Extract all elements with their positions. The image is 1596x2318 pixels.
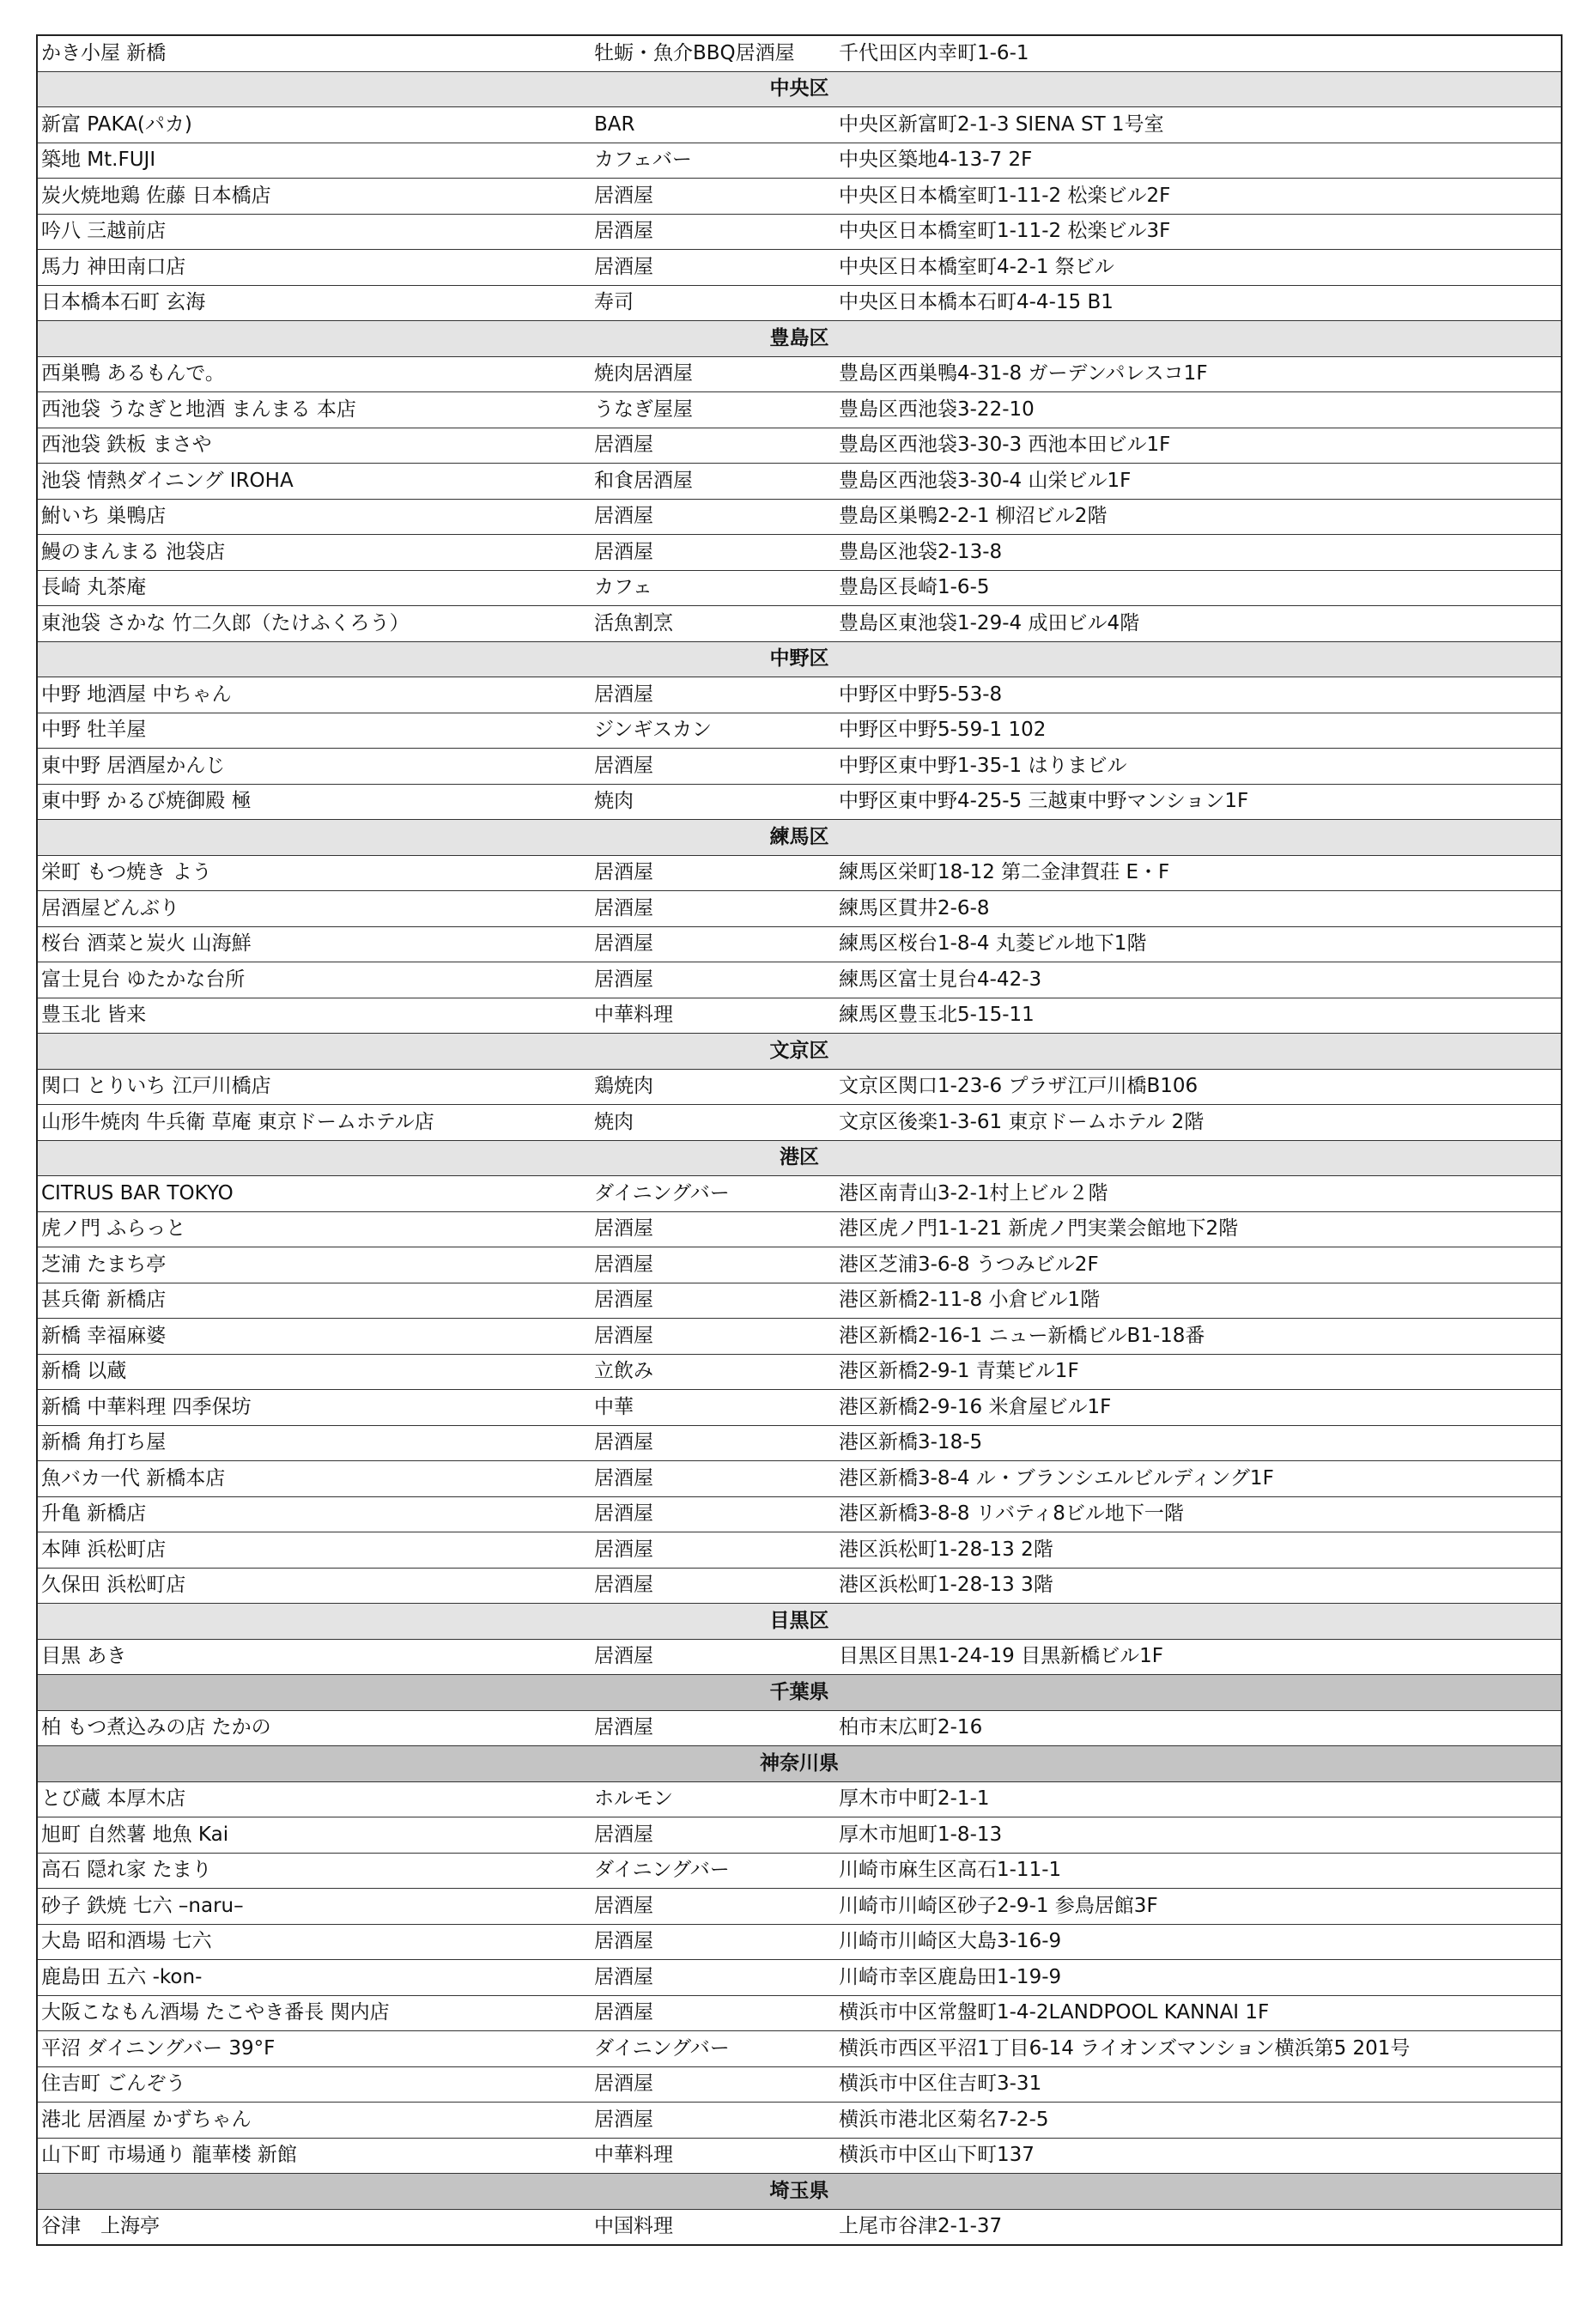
genre-cell: 牡蛎・魚介BBQ居酒屋	[591, 35, 835, 71]
table-row	[37, 2138, 1562, 2174]
region-header: 埼玉県	[37, 2174, 1562, 2210]
table-row	[37, 1496, 1562, 1532]
genre-cell: 居酒屋	[591, 1710, 835, 1746]
table-row	[37, 570, 1562, 606]
table-row	[37, 998, 1562, 1034]
genre-cell: 居酒屋	[591, 214, 835, 250]
address-cell: 中野区中野5-59-1 102	[835, 713, 1562, 749]
table-row	[37, 35, 1562, 71]
address-cell: 練馬区豊玉北5-15-11	[835, 998, 1562, 1034]
genre-cell: 居酒屋	[591, 1568, 835, 1604]
address-cell: 中央区新富町2-1-3 SIENA ST 1号室	[835, 107, 1562, 143]
genre-cell: ホルモン	[591, 1781, 835, 1817]
restaurant-name-cell: 中野 牡羊屋	[37, 713, 591, 749]
genre-cell: 立飲み	[591, 1354, 835, 1390]
address-cell: 港区浜松町1-28-13 2階	[835, 1532, 1562, 1569]
address-cell: 文京区関口1-23-6 プラザ江戸川橋B106	[835, 1069, 1562, 1105]
address-cell: 練馬区栄町18-12 第二金津賀荘 E・F	[835, 855, 1562, 891]
region-header: 港区	[37, 1140, 1562, 1176]
address-cell: 中央区日本橋本石町4-4-15 B1	[835, 285, 1562, 321]
table-row	[37, 1817, 1562, 1854]
table-row	[37, 250, 1562, 286]
address-cell: 千代田区内幸町1-6-1	[835, 35, 1562, 71]
restaurant-name-cell: 砂子 鉄焼 七六 –naru–	[37, 1889, 591, 1925]
restaurant-name-cell: 栄町 もつ焼き よう	[37, 855, 591, 891]
table-row	[37, 1710, 1562, 1746]
region-header-row	[37, 820, 1562, 856]
address-cell: 川崎市川崎区砂子2-9-1 参鳥居館3F	[835, 1889, 1562, 1925]
restaurant-name-cell: 魚バカ一代 新橋本店	[37, 1461, 591, 1497]
address-cell: 港区南青山3-2-1村上ビル２階	[835, 1176, 1562, 1212]
table-row	[37, 1924, 1562, 1960]
restaurant-name-cell: 鹿島田 五六 -kon-	[37, 1960, 591, 1996]
restaurant-name-cell: 西巣鴨 あるもんで。	[37, 356, 591, 392]
table-row	[37, 1176, 1562, 1212]
address-cell: 上尾市谷津2-1-37	[835, 2209, 1562, 2245]
restaurant-name-cell: 中野 地酒屋 中ちゃん	[37, 677, 591, 713]
restaurant-table	[36, 34, 1563, 2246]
table-row	[37, 1960, 1562, 1996]
restaurant-name-cell: CITRUS BAR TOKYO	[37, 1176, 591, 1212]
table-row	[37, 1211, 1562, 1247]
address-cell: 中央区日本橋室町4-2-1 祭ビル	[835, 250, 1562, 286]
address-cell: 練馬区桜台1-8-4 丸菱ビル地下1階	[835, 926, 1562, 962]
table-row	[37, 2066, 1562, 2103]
genre-cell: 中華	[591, 1390, 835, 1426]
table-row	[37, 2103, 1562, 2139]
table-row	[37, 107, 1562, 143]
address-cell: 港区新橋3-18-5	[835, 1425, 1562, 1461]
restaurant-table-body	[37, 35, 1562, 2245]
table-row	[37, 1354, 1562, 1390]
restaurant-name-cell: 大阪こなもん酒場 たこやき番長 関内店	[37, 1995, 591, 2031]
restaurant-name-cell: 山形牛焼肉 牛兵衛 草庵 東京ドームホテル店	[37, 1105, 591, 1141]
genre-cell: ダイニングバー	[591, 1853, 835, 1889]
table-row	[37, 1105, 1562, 1141]
address-cell: 横浜市中区住吉町3-31	[835, 2066, 1562, 2103]
genre-cell: 鶏焼肉	[591, 1069, 835, 1105]
address-cell: 横浜市中区常盤町1-4-2LANDPOOL KANNAI 1F	[835, 1995, 1562, 2031]
genre-cell: 居酒屋	[591, 1960, 835, 1996]
restaurant-name-cell: 新橋 中華料理 四季保坊	[37, 1390, 591, 1426]
restaurant-name-cell: 旭町 自然薯 地魚 Kai	[37, 1817, 591, 1854]
address-cell: 中野区東中野4-25-5 三越東中野マンション1F	[835, 784, 1562, 820]
table-row	[37, 1069, 1562, 1105]
region-header: 文京区	[37, 1034, 1562, 1070]
address-cell: 川崎市幸区鹿島田1-19-9	[835, 1960, 1562, 1996]
table-row	[37, 1995, 1562, 2031]
table-row	[37, 179, 1562, 215]
restaurant-name-cell: 西池袋 うなぎと地酒 まんまる 本店	[37, 392, 591, 428]
table-row	[37, 499, 1562, 535]
restaurant-name-cell: 吟八 三越前店	[37, 214, 591, 250]
address-cell: 豊島区巣鴨2-2-1 柳沼ビル2階	[835, 499, 1562, 535]
genre-cell: ジンギスカン	[591, 713, 835, 749]
address-cell: 豊島区西巣鴨4-31-8 ガーデンパレスコ1F	[835, 356, 1562, 392]
region-header: 練馬区	[37, 820, 1562, 856]
genre-cell: ダイニングバー	[591, 2031, 835, 2067]
table-row	[37, 1639, 1562, 1675]
genre-cell: 居酒屋	[591, 1461, 835, 1497]
genre-cell: 居酒屋	[591, 1532, 835, 1569]
table-row	[37, 1853, 1562, 1889]
table-row	[37, 428, 1562, 464]
genre-cell: 中華料理	[591, 998, 835, 1034]
genre-cell: 居酒屋	[591, 1639, 835, 1675]
table-row	[37, 1889, 1562, 1925]
address-cell: 厚木市中町2-1-1	[835, 1781, 1562, 1817]
genre-cell: 居酒屋	[591, 891, 835, 927]
restaurant-name-cell: 炭火焼地鶏 佐藤 日本橋店	[37, 179, 591, 215]
address-cell: 豊島区西池袋3-22-10	[835, 392, 1562, 428]
genre-cell: 中国料理	[591, 2209, 835, 2245]
table-row	[37, 606, 1562, 642]
table-row	[37, 784, 1562, 820]
table-row	[37, 214, 1562, 250]
restaurant-name-cell: 鮒いち 巣鴨店	[37, 499, 591, 535]
genre-cell: 焼肉居酒屋	[591, 356, 835, 392]
genre-cell: カフェバー	[591, 143, 835, 179]
address-cell: 港区新橋2-9-16 米倉屋ビル1F	[835, 1390, 1562, 1426]
restaurant-name-cell: 柏 もつ煮込みの店 たかの	[37, 1710, 591, 1746]
address-cell: 豊島区池袋2-13-8	[835, 535, 1562, 571]
restaurant-name-cell: 目黒 あき	[37, 1639, 591, 1675]
table-row	[37, 1532, 1562, 1569]
table-row	[37, 464, 1562, 500]
table-row	[37, 1247, 1562, 1283]
genre-cell: カフェ	[591, 570, 835, 606]
restaurant-name-cell: 日本橋本石町 玄海	[37, 285, 591, 321]
table-row	[37, 2209, 1562, 2245]
address-cell: 中野区東中野1-35-1 はりまビル	[835, 749, 1562, 785]
restaurant-name-cell: 西池袋 鉄板 まさや	[37, 428, 591, 464]
genre-cell: 居酒屋	[591, 1496, 835, 1532]
address-cell: 港区芝浦3-6-8 うつみビル2F	[835, 1247, 1562, 1283]
table-row	[37, 962, 1562, 998]
genre-cell: 居酒屋	[591, 1283, 835, 1319]
region-header: 豊島区	[37, 321, 1562, 357]
restaurant-name-cell: 新橋 以蔵	[37, 1354, 591, 1390]
region-header-row	[37, 1675, 1562, 1711]
region-header-row	[37, 641, 1562, 677]
address-cell: 川崎市川崎区大島3-16-9	[835, 1924, 1562, 1960]
address-cell: 厚木市旭町1-8-13	[835, 1817, 1562, 1854]
restaurant-name-cell: 新橋 幸福麻婆	[37, 1319, 591, 1355]
address-cell: 練馬区貫井2-6-8	[835, 891, 1562, 927]
restaurant-name-cell: 本陣 浜松町店	[37, 1532, 591, 1569]
genre-cell: 居酒屋	[591, 428, 835, 464]
address-cell: 中央区日本橋室町1-11-2 松楽ビル3F	[835, 214, 1562, 250]
restaurant-name-cell: 港北 居酒屋 かずちゃん	[37, 2103, 591, 2139]
restaurant-name-cell: 桜台 酒菜と炭火 山海鮮	[37, 926, 591, 962]
restaurant-name-cell: 住吉町 ごんぞう	[37, 2066, 591, 2103]
restaurant-name-cell: 豊玉北 皆来	[37, 998, 591, 1034]
address-cell: 港区新橋3-8-8 リバティ8ビル地下一階	[835, 1496, 1562, 1532]
restaurant-name-cell: 富士見台 ゆたかな台所	[37, 962, 591, 998]
genre-cell: 居酒屋	[591, 1924, 835, 1960]
region-header-row	[37, 2174, 1562, 2210]
genre-cell: 焼肉	[591, 784, 835, 820]
genre-cell: 居酒屋	[591, 926, 835, 962]
table-row	[37, 1781, 1562, 1817]
address-cell: 川崎市麻生区高石1-11-1	[835, 1853, 1562, 1889]
table-row	[37, 356, 1562, 392]
restaurant-name-cell: 馬力 神田南口店	[37, 250, 591, 286]
table-row	[37, 1568, 1562, 1604]
region-header: 中野区	[37, 641, 1562, 677]
restaurant-name-cell: 東中野 居酒屋かんじ	[37, 749, 591, 785]
genre-cell: 寿司	[591, 285, 835, 321]
region-header-row	[37, 1034, 1562, 1070]
address-cell: 港区新橋2-16-1 ニュー新橋ビルB1-18番	[835, 1319, 1562, 1355]
restaurant-name-cell: 築地 Mt.FUJI	[37, 143, 591, 179]
restaurant-name-cell: 池袋 情熱ダイニング IROHA	[37, 464, 591, 500]
address-cell: 豊島区東池袋1-29-4 成田ビル4階	[835, 606, 1562, 642]
restaurant-name-cell: 東中野 かるび焼御殿 極	[37, 784, 591, 820]
genre-cell: 居酒屋	[591, 677, 835, 713]
region-header: 目黒区	[37, 1604, 1562, 1640]
table-row	[37, 749, 1562, 785]
region-header-row	[37, 71, 1562, 107]
genre-cell: 居酒屋	[591, 1211, 835, 1247]
address-cell: 港区新橋2-11-8 小倉ビル1階	[835, 1283, 1562, 1319]
genre-cell: 居酒屋	[591, 749, 835, 785]
restaurant-name-cell: 関口 とりいち 江戸川橋店	[37, 1069, 591, 1105]
genre-cell: 居酒屋	[591, 962, 835, 998]
table-row	[37, 926, 1562, 962]
restaurant-name-cell: 居酒屋どんぶり	[37, 891, 591, 927]
genre-cell: 居酒屋	[591, 1247, 835, 1283]
restaurant-name-cell: とび蔵 本厚木店	[37, 1781, 591, 1817]
genre-cell: 活魚割烹	[591, 606, 835, 642]
restaurant-name-cell: 新富 PAKA(パカ)	[37, 107, 591, 143]
table-row	[37, 713, 1562, 749]
genre-cell: 居酒屋	[591, 179, 835, 215]
restaurant-name-cell: 升亀 新橋店	[37, 1496, 591, 1532]
address-cell: 豊島区長崎1-6-5	[835, 570, 1562, 606]
table-row	[37, 535, 1562, 571]
genre-cell: 居酒屋	[591, 2066, 835, 2103]
address-cell: 横浜市西区平沼1丁目6-14 ライオンズマンション横浜第5 201号	[835, 2031, 1562, 2067]
address-cell: 中央区日本橋室町1-11-2 松楽ビル2F	[835, 179, 1562, 215]
genre-cell: うなぎ屋屋	[591, 392, 835, 428]
table-row	[37, 2031, 1562, 2067]
table-row	[37, 392, 1562, 428]
address-cell: 港区虎ノ門1-1-21 新虎ノ門実業会館地下2階	[835, 1211, 1562, 1247]
genre-cell: 居酒屋	[591, 855, 835, 891]
table-row	[37, 1283, 1562, 1319]
address-cell: 港区新橋3-8-4 ル・ブランシエルビルディング1F	[835, 1461, 1562, 1497]
region-header-row	[37, 1746, 1562, 1782]
address-cell: 豊島区西池袋3-30-4 山栄ビル1F	[835, 464, 1562, 500]
genre-cell: 居酒屋	[591, 1817, 835, 1854]
table-row	[37, 1319, 1562, 1355]
restaurant-name-cell: 谷津 上海亭	[37, 2209, 591, 2245]
region-header-row	[37, 321, 1562, 357]
restaurant-name-cell: 鰻のまんまる 池袋店	[37, 535, 591, 571]
address-cell: 横浜市港北区菊名7-2-5	[835, 2103, 1562, 2139]
address-cell: 文京区後楽1-3-61 東京ドームホテル 2階	[835, 1105, 1562, 1141]
region-header-row	[37, 1140, 1562, 1176]
address-cell: 中央区築地4-13-7 2F	[835, 143, 1562, 179]
region-header: 千葉県	[37, 1675, 1562, 1711]
genre-cell: 居酒屋	[591, 250, 835, 286]
genre-cell: 居酒屋	[591, 1889, 835, 1925]
restaurant-name-cell: 新橋 角打ち屋	[37, 1425, 591, 1461]
genre-cell: 焼肉	[591, 1105, 835, 1141]
address-cell: 中野区中野5-53-8	[835, 677, 1562, 713]
table-row	[37, 1390, 1562, 1426]
address-cell: 港区新橋2-9-1 青葉ビル1F	[835, 1354, 1562, 1390]
table-row	[37, 855, 1562, 891]
genre-cell: 居酒屋	[591, 1425, 835, 1461]
restaurant-name-cell: 高石 隠れ家 たまり	[37, 1853, 591, 1889]
restaurant-name-cell: 久保田 浜松町店	[37, 1568, 591, 1604]
table-row	[37, 1461, 1562, 1497]
table-row	[37, 285, 1562, 321]
genre-cell: 居酒屋	[591, 1319, 835, 1355]
address-cell: 練馬区富士見台4-42-3	[835, 962, 1562, 998]
region-header: 神奈川県	[37, 1746, 1562, 1782]
genre-cell: 居酒屋	[591, 499, 835, 535]
genre-cell: 居酒屋	[591, 1995, 835, 2031]
table-row	[37, 677, 1562, 713]
restaurant-name-cell: 山下町 市場通り 龍華楼 新館	[37, 2138, 591, 2174]
genre-cell: 中華料理	[591, 2138, 835, 2174]
table-row	[37, 143, 1562, 179]
restaurant-name-cell: 長崎 丸茶庵	[37, 570, 591, 606]
address-cell: 柏市末広町2-16	[835, 1710, 1562, 1746]
genre-cell: ダイニングバー	[591, 1176, 835, 1212]
address-cell: 横浜市中区山下町137	[835, 2138, 1562, 2174]
region-header: 中央区	[37, 71, 1562, 107]
address-cell: 豊島区西池袋3-30-3 西池本田ビル1F	[835, 428, 1562, 464]
restaurant-name-cell: 虎ノ門 ふらっと	[37, 1211, 591, 1247]
address-cell: 港区浜松町1-28-13 3階	[835, 1568, 1562, 1604]
restaurant-name-cell: 大島 昭和酒場 七六	[37, 1924, 591, 1960]
restaurant-name-cell: 芝浦 たまち亭	[37, 1247, 591, 1283]
genre-cell: 和食居酒屋	[591, 464, 835, 500]
genre-cell: BAR	[591, 107, 835, 143]
table-row	[37, 891, 1562, 927]
restaurant-name-cell: 平沼 ダイニングバー 39°F	[37, 2031, 591, 2067]
region-header-row	[37, 1604, 1562, 1640]
restaurant-name-cell: 甚兵衛 新橋店	[37, 1283, 591, 1319]
genre-cell: 居酒屋	[591, 2103, 835, 2139]
address-cell: 目黒区目黒1-24-19 目黒新橋ビル1F	[835, 1639, 1562, 1675]
table-row	[37, 1425, 1562, 1461]
genre-cell: 居酒屋	[591, 535, 835, 571]
restaurant-name-cell: かき小屋 新橋	[37, 35, 591, 71]
restaurant-name-cell: 東池袋 さかな 竹二久郎（たけふくろう）	[37, 606, 591, 642]
